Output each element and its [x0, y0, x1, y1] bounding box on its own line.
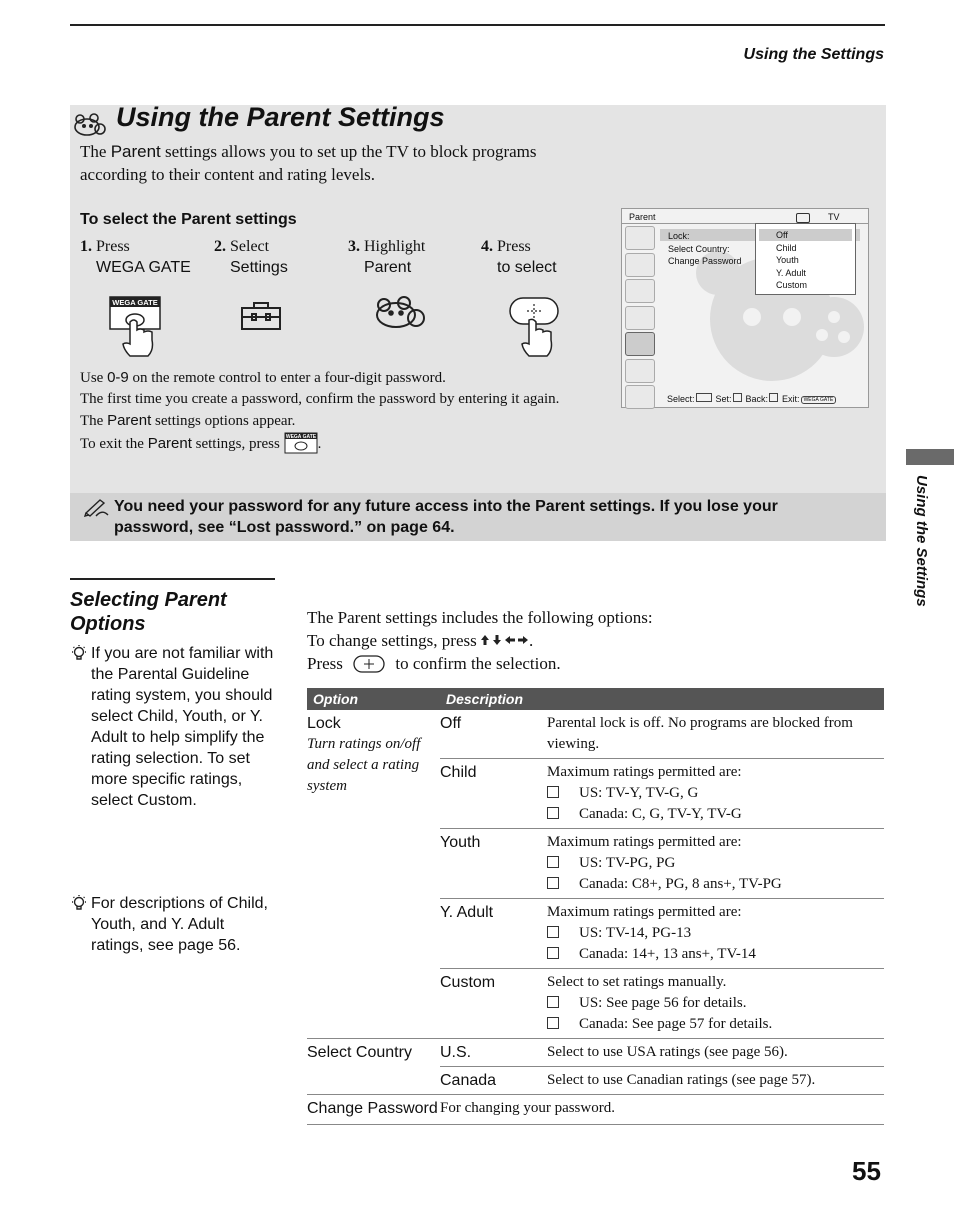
wega-gate-small-icon: [284, 432, 318, 461]
wega-gate-button-icon: [108, 296, 164, 367]
steps-heading: To select the Parent settings: [80, 211, 297, 228]
desc-y-adult: Maximum ratings permitted are: US: TV-14, PG-13 Canada: 14+, 13 ans+, TV-14: [547, 899, 884, 969]
desc-youth: Maximum ratings permitted are: US: TV-PG, PG Canada: C8+, PG, 8 ans+, TV-PG: [547, 829, 884, 899]
desc-custom: Select to set ratings manually. US: See page 56 for details. Canada: See page 57 for details.: [547, 969, 884, 1039]
sidebar-icon-4: [625, 306, 655, 330]
checkbox-icon: [547, 996, 559, 1008]
checkbox-icon: [547, 926, 559, 938]
option-change-password: Change Password: [307, 1095, 440, 1125]
screen-footer: Select: Set: Back: Exit: WEGA GATE: [667, 393, 836, 404]
sidebar-icon-parent: [625, 332, 655, 356]
options-intro: [307, 606, 827, 679]
step-4: 4. Press to select: [481, 238, 557, 276]
tip-2: For descriptions of Child, Youth, and Y. Adult ratings, see page 56.: [70, 893, 275, 956]
note-text: You need your password for any future access into the Parent settings. If you lose your password, see “Lost password.” on page 64.: [114, 498, 778, 536]
desc-canada: Select to use Canadian ratings (see page 57).: [547, 1067, 884, 1095]
checkbox-icon: [547, 856, 559, 868]
header-option: Option: [307, 688, 440, 710]
usage-line-4: To exit the Parent settings, press WEGA GATE .: [80, 432, 600, 461]
menu-select-country: Select Country:: [668, 243, 730, 254]
value-y-adult: Y. Adult: [440, 899, 547, 969]
parent-bear-icon: [372, 296, 428, 335]
usage-line-1: Use 0-9 on the remote control to enter a four-digit password.: [80, 369, 446, 386]
step-2: 2. Select Settings: [214, 238, 288, 276]
value-canada: Canada: [440, 1067, 547, 1095]
screen-title: Parent: [629, 212, 656, 222]
select-button-icon: [507, 296, 563, 367]
popup-options: [776, 229, 807, 292]
page-number: 55: [852, 1156, 881, 1186]
usage-line-3: The Parent settings options appear.: [80, 412, 296, 429]
desc-us: Select to use USA ratings (see page 56).: [547, 1039, 884, 1067]
table-row-change-password: [307, 1095, 884, 1125]
running-head: Using the Settings: [743, 46, 884, 63]
value-youth: Youth: [440, 829, 547, 899]
select-button-small-icon: [353, 655, 385, 679]
table-row-lock-off: [307, 710, 884, 759]
popup-youth: Youth: [776, 255, 799, 265]
intro-paragraph: The Parent settings allows you to set up the TV to block programs according to their content and rating levels.: [80, 142, 537, 184]
parent-bear-icon: [72, 113, 108, 142]
checkbox-icon: [547, 947, 559, 959]
value-us: U.S.: [440, 1039, 547, 1067]
tip-1: If you are not familiar with the Parental Guideline rating system, you should select Child, Youth, or Y. Adult to help simplify the rating selection. To set more specific ratings, select Custom.: [70, 643, 275, 811]
checkbox-icon: [547, 807, 559, 819]
checkbox-icon: [547, 786, 559, 798]
usage-line-2: The first time you create a password, confirm the password by entering it again.: [80, 391, 560, 407]
sidebar-icon-7: [625, 385, 655, 409]
option-select-country: Select Country: [307, 1039, 440, 1095]
top-rule: [70, 24, 885, 26]
value-custom: Custom: [440, 969, 547, 1039]
step-3: 3. Highlight Parent: [348, 238, 426, 276]
options-table: [307, 688, 884, 1125]
tv-menu-screenshot: [621, 208, 869, 408]
menu-change-password: Change Password: [668, 256, 742, 266]
note-pencil-icon: [84, 497, 110, 522]
desc-child: Maximum ratings permitted are: US: TV-Y, TV-G, G Canada: C, G, TV-Y, TV-G: [547, 759, 884, 829]
option-lock: Lock Turn ratings on/off and select a rating system: [307, 710, 440, 1039]
wega-gate-label: WEGA GATE: [112, 298, 158, 307]
lock-popup: [755, 223, 856, 295]
desc-change-password: For changing your password.: [440, 1095, 884, 1125]
lightbulb-icon: [70, 644, 88, 668]
header-description: Description: [440, 688, 884, 710]
menu-lock: Lock:: [668, 231, 690, 241]
screen-sidebar: [625, 226, 655, 396]
lightbulb-icon: [70, 894, 88, 918]
wega-gate-label: WEGA GATE: [285, 434, 316, 440]
value-child: Child: [440, 759, 547, 829]
table-header: [307, 688, 884, 710]
arrow-keys-icon: [481, 629, 529, 652]
table-row-country-us: [307, 1039, 884, 1067]
step-1: 1. Press WEGA GATE: [80, 238, 191, 276]
side-tab: [906, 449, 954, 465]
screen-tv-label: TV: [828, 212, 840, 222]
options-intro-line-1: The Parent settings includes the following options:: [307, 608, 653, 627]
page-title: Using the Parent Settings: [116, 102, 445, 132]
tv-icon: [796, 213, 810, 223]
popup-custom: Custom: [776, 280, 808, 290]
desc-off: Parental lock is off. No programs are blocked from viewing.: [547, 710, 884, 759]
sidebar-icon-6: [625, 359, 655, 383]
options-intro-line-3: Press to confirm the selection.: [307, 652, 827, 679]
side-label: Using the Settings: [913, 475, 930, 607]
popup-y-adult: Y. Adult: [776, 267, 806, 278]
popup-off: Off: [776, 230, 788, 240]
sidebar-icon-2: [625, 253, 655, 277]
screen-menu: [668, 230, 742, 268]
checkbox-icon: [547, 877, 559, 889]
checkbox-icon: [547, 1017, 559, 1029]
value-off: Off: [440, 710, 547, 759]
options-intro-line-2: To change settings, press .: [307, 631, 534, 650]
section-rule: [70, 578, 275, 580]
sidebar-icon-3: [625, 279, 655, 303]
usage-instructions: [80, 367, 600, 461]
sidebar-icon-1: [625, 226, 655, 250]
section-title: Selecting Parent Options: [70, 589, 227, 635]
popup-child: Child: [776, 242, 797, 253]
toolbox-icon: [240, 300, 284, 337]
